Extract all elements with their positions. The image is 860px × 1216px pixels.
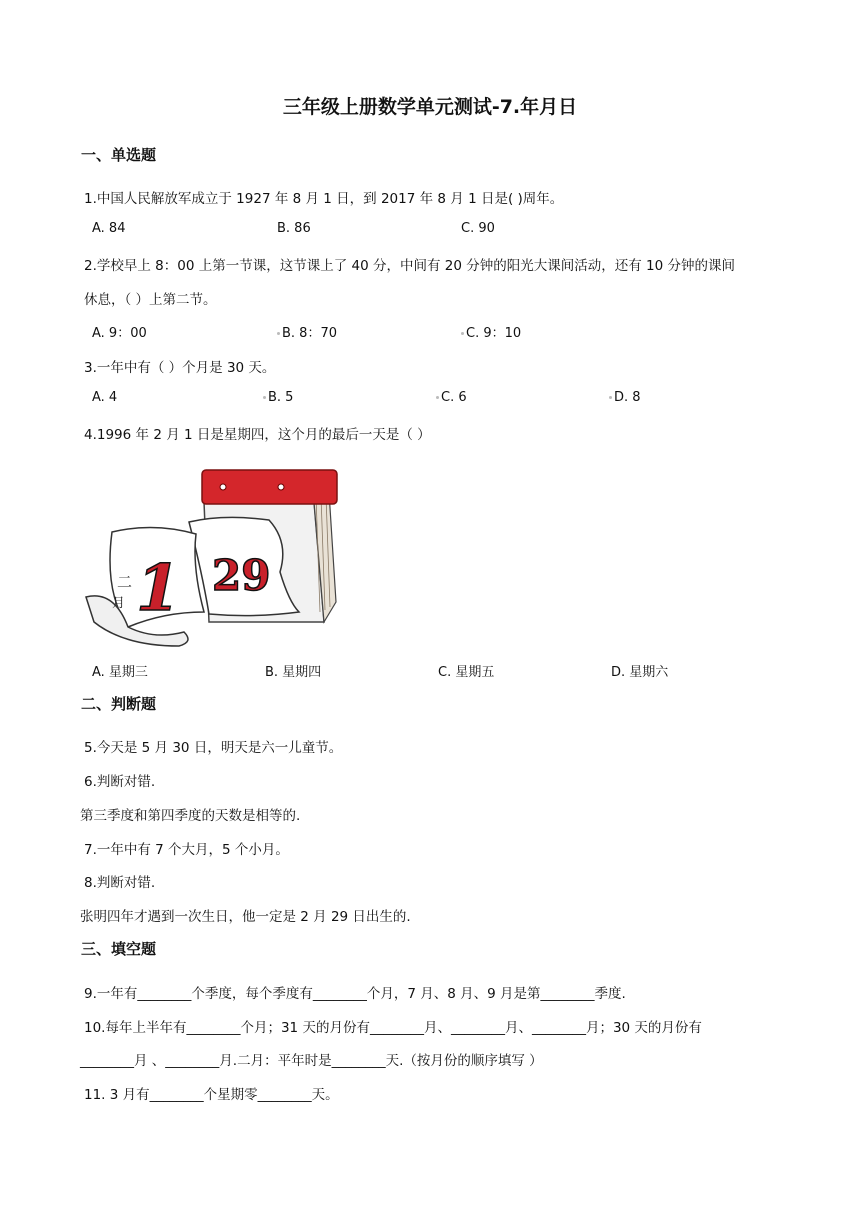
q1-option-b: B. 86	[277, 221, 311, 236]
option-dot-icon	[277, 332, 280, 335]
question-3: 3.一年中有（ ）个月是 30 天。	[84, 360, 276, 376]
option-dot-icon	[461, 332, 464, 335]
q4-option-d: D. 星期六	[611, 665, 669, 680]
q4-option-b: B. 星期四	[265, 665, 322, 680]
question-4: 4.1996 年 2 月 1 日是星期四，这个月的最后一天是（ ）	[84, 427, 431, 443]
q2-option-b: B. 8：70	[282, 326, 337, 341]
q1-option-c: C. 90	[461, 221, 495, 236]
question-6-line-1: 6.判断对错.	[84, 774, 156, 790]
calendar-big-day: 1	[136, 551, 181, 626]
question-2-line-2: 休息，（ ）上第二节。	[84, 292, 217, 308]
calendar-page-1	[86, 527, 204, 646]
question-2-line-1: 2.学校早上 8：00 上第一节课，这节课上了 40 分，中间有 20 分钟的阳光大课间活动，还有 10 分钟的课间	[84, 258, 736, 274]
question-11: 11. 3 月有________个星期零________天。	[84, 1087, 339, 1103]
page-title: 三年级上册数学单元测试-7.年月日	[282, 96, 578, 118]
q3-option-d: D. 8	[614, 390, 641, 405]
q3-option-b: B. 5	[268, 390, 294, 405]
section-heading-single-choice: 一、单选题	[81, 146, 157, 164]
q2-option-c-wrap	[461, 322, 521, 341]
q4-option-c: C. 星期五	[438, 665, 495, 680]
question-1: 1.中国人民解放军成立于 1927 年 8 月 1 日，到 2017 年 8 月 1 日是( )周年。	[84, 191, 564, 207]
question-8-line-1: 8.判断对错.	[84, 875, 156, 891]
q3-option-b-wrap	[263, 390, 293, 405]
option-dot-icon	[263, 396, 266, 399]
question-6-line-2: 第三季度和第四季度的天数是相等的.	[80, 808, 301, 824]
option-dot-icon	[609, 396, 612, 399]
question-10-line-2: ________月 、________月.二月：平年时是________天.（按月份的顺序填写 ）	[80, 1053, 543, 1069]
q2-option-c: C. 9：10	[466, 326, 522, 341]
calendar-month-text: 月	[112, 596, 126, 611]
q2-option-a: A. 9：00	[92, 326, 147, 341]
option-dot-icon	[436, 396, 439, 399]
q4-option-a: A. 星期三	[92, 665, 148, 680]
calendar-side-text: 二	[117, 573, 133, 591]
q3-option-a: A. 4	[92, 390, 118, 405]
q3-option-c: C. 6	[441, 390, 467, 405]
question-8-line-2: 张明四年才遇到一次生日，他一定是 2 月 29 日出生的.	[80, 909, 411, 925]
question-9: 9.一年有________个季度，每个季度有________个月，7 月、8 月、9 月是第________季度.	[84, 986, 626, 1002]
tear-off-calendar-image	[84, 462, 344, 647]
q3-option-d-wrap	[609, 390, 641, 405]
q1-option-a: A. 84	[92, 221, 126, 236]
calendar-small-day: 29	[212, 551, 271, 600]
section-heading-true-false: 二、判断题	[81, 695, 157, 713]
q2-option-b-wrap	[277, 322, 337, 341]
q3-option-c-wrap	[436, 390, 467, 405]
question-10-line-1: 10.每年上半年有________个月；31 天的月份有________月、________月、________月；30 天的月份有	[84, 1020, 702, 1036]
section-heading-fill-blank: 三、填空题	[81, 940, 157, 958]
question-7: 7.一年中有 7 个大月，5 个小月。	[84, 842, 289, 858]
question-5: 5.今天是 5 月 30 日，明天是六一儿童节。	[84, 740, 343, 756]
